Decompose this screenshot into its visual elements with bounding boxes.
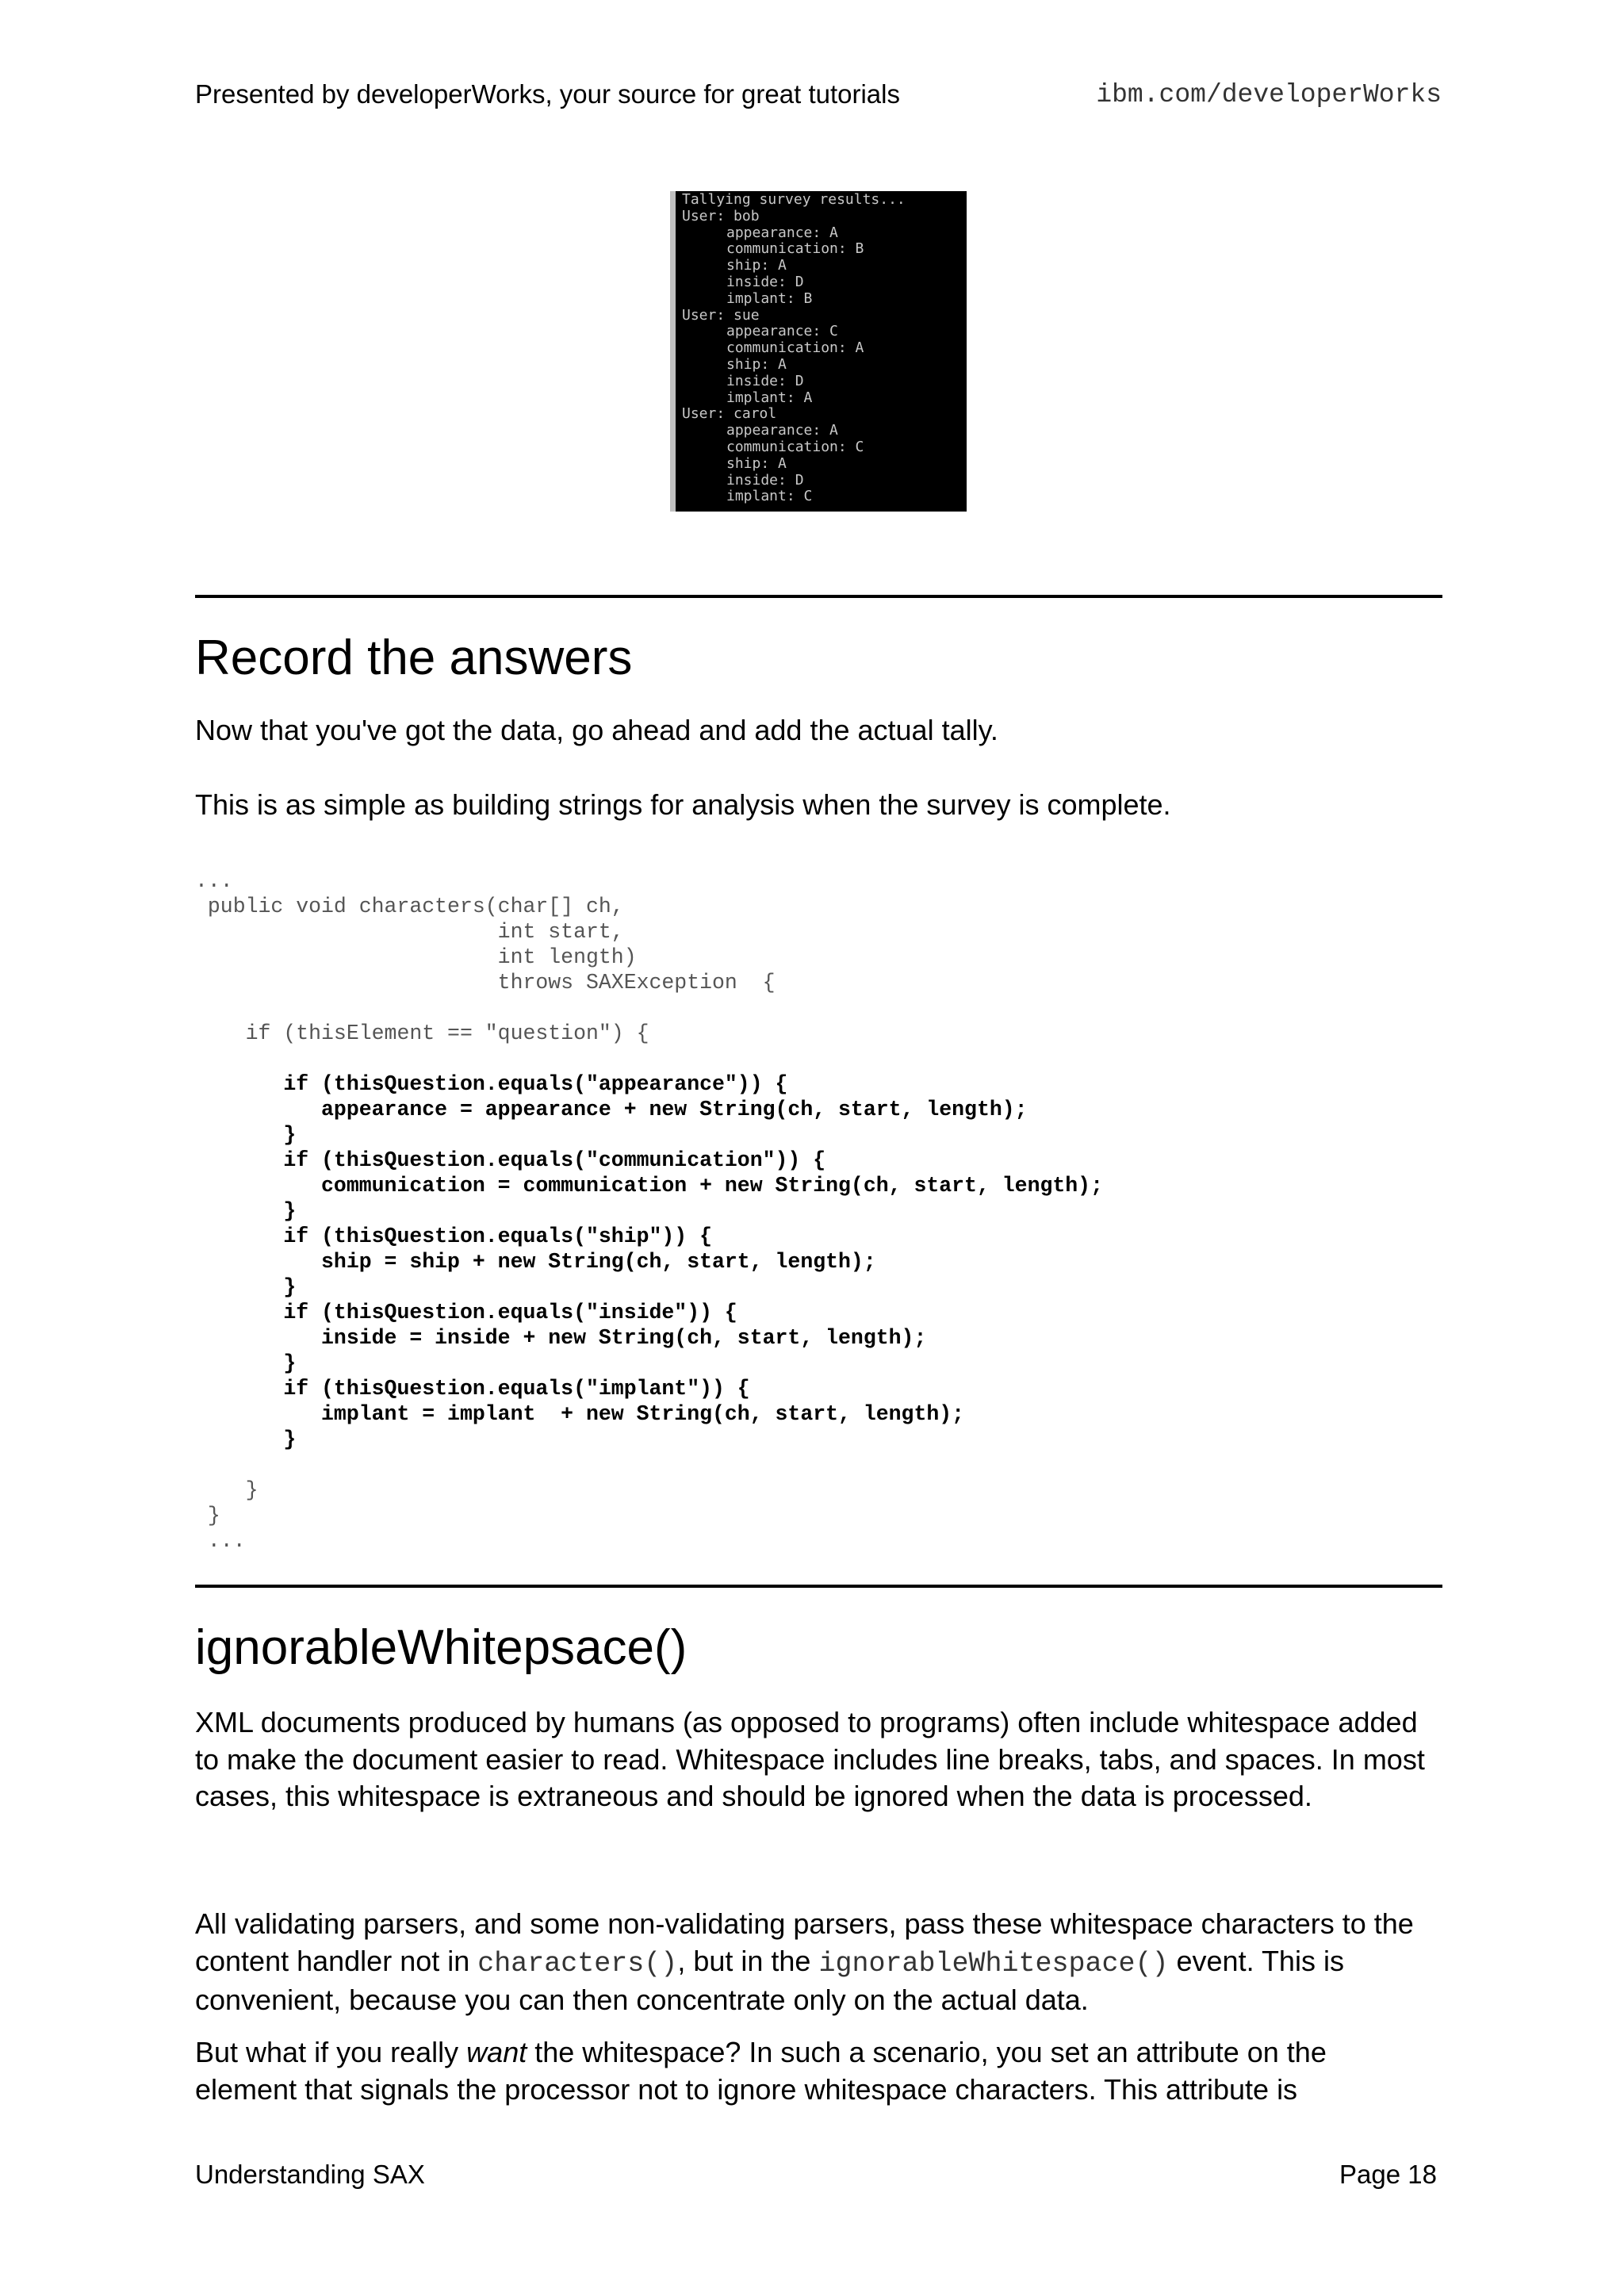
code-line: communication = communication + new String(ch, start, length); (195, 1174, 1103, 1198)
console-line: implant: A (726, 389, 813, 406)
paragraph-intro: Now that you've got the data, go ahead and add the actual tally. (195, 714, 998, 746)
header-tagline: Presented by developerWorks, your source for great tutorials (195, 79, 900, 109)
console-line: appearance: A (726, 422, 838, 439)
console-line: Tallying survey results... (682, 191, 906, 208)
paragraph-text: , but in the (677, 1944, 819, 1977)
console-output-screenshot (670, 191, 967, 512)
console-line: User: bob (682, 207, 760, 224)
code-line: } (195, 1428, 297, 1451)
page-number: Page 18 (1339, 2160, 1437, 2189)
console-line: appearance: C (726, 323, 838, 340)
code-line: if (thisQuestion.equals("ship")) { (195, 1225, 713, 1248)
code-line: } (195, 1123, 297, 1147)
console-line: implant: C (726, 488, 813, 505)
console-line: communication: B (726, 240, 864, 258)
code-line: if (thisQuestion.equals("appearance")) { (195, 1072, 788, 1096)
code-line (195, 995, 1385, 1021)
code-line: if (thisQuestion.equals("communication")) { (195, 1148, 826, 1172)
console-line: User: carol (682, 405, 777, 423)
page-header (195, 75, 1442, 113)
section-divider (195, 1585, 1442, 1588)
paragraph-want-whitespace (195, 2034, 1432, 2108)
inline-code-ignorable-whitespace: ignorableWhitespace() (818, 1947, 1169, 1980)
code-line: appearance = appearance + new String(ch, start, length); (195, 1098, 1028, 1121)
console-line: inside: D (726, 273, 804, 290)
console-line: ship: A (726, 355, 787, 373)
console-line: User: sue (682, 306, 760, 324)
console-line: implant: B (726, 289, 813, 307)
code-line (195, 1452, 1385, 1478)
paragraph-whitespace-intro: XML documents produced by humans (as opposed to programs) often include whitespace added to make the document easier to read. Whitespace includes line breaks, tabs, and spaces. In most cases, this whitespace is extraneous and should be ignored when the data is processed. (195, 1706, 1425, 1812)
section-divider (195, 595, 1442, 598)
code-line (195, 1046, 1385, 1071)
console-line: inside: D (726, 471, 804, 489)
footer-title: Understanding SAX (195, 2160, 425, 2189)
inline-code-characters: characters() (477, 1947, 678, 1980)
section-title-ignorable-whitespace: ignorableWhitepsace() (195, 1620, 688, 1675)
code-line: } (195, 1504, 220, 1527)
console-line: ship: A (726, 454, 787, 472)
paragraph-text: event. This is convenient, because you can then concentrate only on the actual data. (195, 1944, 1344, 2016)
code-line: implant = implant + new String(ch, start, length); (195, 1402, 965, 1426)
code-line: throws SAXException { (195, 971, 776, 995)
console-line: communication: C (726, 438, 864, 455)
console-line: ship: A (726, 257, 787, 274)
code-line: ship = ship + new String(ch, start, length); (195, 1250, 876, 1274)
paragraph-validating-parsers (195, 1906, 1464, 2019)
console-line: appearance: A (726, 224, 838, 241)
header-site: ibm.com/developerWorks (1096, 79, 1442, 109)
paragraph-text: But what if you really (195, 2036, 467, 2068)
paragraph-text: the whitespace? In such a scenario, you set an attribute on the element that signals the processor not to ignore whitespace characters. This attribute is (195, 2036, 1327, 2106)
section-title-record-answers: Record the answers (195, 631, 633, 685)
code-line: ... (195, 1529, 246, 1553)
code-line: if (thisElement == "question") { (195, 1022, 649, 1045)
code-line: int start, (195, 920, 624, 944)
emphasis-want: want (466, 2036, 527, 2068)
paragraph-strings: This is as simple as building strings for analysis when the survey is complete. (195, 788, 1171, 821)
code-line: public void characters(char[] ch, (195, 895, 624, 918)
code-listing (195, 868, 1385, 1554)
code-line: } (195, 1275, 297, 1299)
console-line: inside: D (726, 372, 804, 389)
code-line: } (195, 1351, 297, 1375)
code-line: } (195, 1199, 297, 1223)
page-footer (195, 2156, 1437, 2194)
code-line: } (195, 1478, 259, 1502)
code-line: if (thisQuestion.equals("inside")) { (195, 1301, 737, 1324)
code-line: inside = inside + new String(ch, start, length); (195, 1326, 927, 1350)
console-line: communication: A (726, 339, 864, 357)
paragraph-text: All validating parsers, and some non-validating parsers, pass these whitespace characters to the content handler not in (195, 1907, 1414, 1977)
code-line: int length) (195, 945, 637, 969)
code-line: ... (195, 869, 233, 893)
code-line: if (thisQuestion.equals("implant")) { (195, 1377, 750, 1401)
